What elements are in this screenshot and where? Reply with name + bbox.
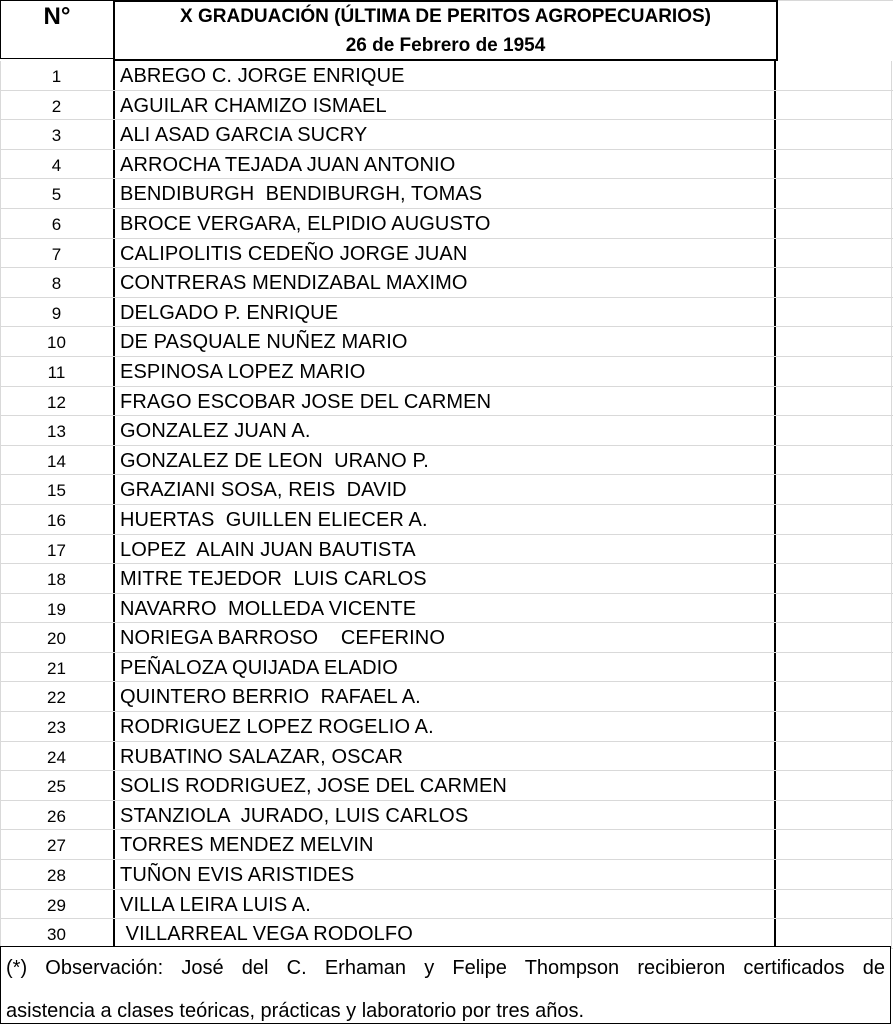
note-line-2: asistencia a clases teóricas, prácticas y laboratorio por tres años. xyxy=(6,1000,585,1022)
row-number: 26 xyxy=(47,806,66,826)
row-number: 19 xyxy=(47,599,66,619)
table-row xyxy=(0,120,893,150)
observation-note xyxy=(0,946,891,1024)
graduate-name: RODRIGUEZ LOPEZ ROGELIO A. xyxy=(113,712,776,742)
table-row xyxy=(0,771,893,801)
table-row xyxy=(0,239,893,269)
title-header xyxy=(113,0,778,61)
graduate-name: NAVARRO MOLLEDA VICENTE xyxy=(113,594,776,624)
table-row xyxy=(0,387,893,417)
row-number: 30 xyxy=(47,925,66,945)
table-row xyxy=(0,653,893,683)
graduate-name: LOPEZ ALAIN JUAN BAUTISTA xyxy=(113,535,776,565)
gridline xyxy=(891,564,892,594)
graduate-name: GONZALEZ JUAN A. xyxy=(113,416,776,446)
graduate-name: QUINTERO BERRIO RAFAEL A. xyxy=(113,682,776,712)
row-number: 27 xyxy=(47,836,66,856)
gridline xyxy=(891,505,892,535)
graduate-name: VILLA LEIRA LUIS A. xyxy=(113,890,776,920)
gridline xyxy=(891,327,892,357)
row-number: 8 xyxy=(51,274,62,294)
note-line-1: (*) Observación: José del C. Erhaman y Felipe Thompson recibieron certificados de xyxy=(6,957,885,979)
table-row xyxy=(0,594,893,624)
table-row xyxy=(0,327,893,357)
graduate-name: VILLARREAL VEGA RODOLFO xyxy=(113,919,776,949)
table-row xyxy=(0,357,893,387)
table-row xyxy=(0,712,893,742)
row-number: 23 xyxy=(47,718,66,738)
row-number: 13 xyxy=(47,422,66,442)
gridline xyxy=(891,61,892,91)
table-row xyxy=(0,298,893,328)
gridline xyxy=(891,150,892,180)
gridline xyxy=(891,890,892,920)
gridline xyxy=(891,91,892,121)
table-row xyxy=(0,475,893,505)
gridline xyxy=(891,860,892,890)
gridline xyxy=(891,475,892,505)
graduate-name: HUERTAS GUILLEN ELIECER A. xyxy=(113,505,776,535)
row-number: 7 xyxy=(51,244,62,264)
graduate-name: RUBATINO SALAZAR, OSCAR xyxy=(113,742,776,772)
table-row xyxy=(0,416,893,446)
table-row xyxy=(0,505,893,535)
gridline xyxy=(891,357,892,387)
graduate-name: BROCE VERGARA, ELPIDIO AUGUSTO xyxy=(113,209,776,239)
row-number: 25 xyxy=(47,777,66,797)
graduate-name: FRAGO ESCOBAR JOSE DEL CARMEN xyxy=(113,387,776,417)
table-row xyxy=(0,801,893,831)
title-line: X GRADUACIÓN (ÚLTIMA DE PERITOS AGROPECUARIOS) xyxy=(180,6,711,27)
row-number: 29 xyxy=(47,895,66,915)
gridline xyxy=(891,653,892,683)
graduates-list xyxy=(0,61,893,949)
graduate-name: STANZIOLA JURADO, LUIS CARLOS xyxy=(113,801,776,831)
graduate-name: SOLIS RODRIGUEZ, JOSE DEL CARMEN xyxy=(113,771,776,801)
graduate-name: ABREGO C. JORGE ENRIQUE xyxy=(113,61,776,91)
row-number: 6 xyxy=(51,214,62,234)
row-number: 15 xyxy=(47,481,66,501)
table-row xyxy=(0,61,893,91)
graduate-name: BENDIBURGH BENDIBURGH, TOMAS xyxy=(113,179,776,209)
gridline xyxy=(891,268,892,298)
gridline xyxy=(891,387,892,417)
graduate-name: MITRE TEJEDOR LUIS CARLOS xyxy=(113,564,776,594)
gridline xyxy=(891,682,892,712)
graduate-name: ALI ASAD GARCIA SUCRY xyxy=(113,120,776,150)
graduate-name: TUÑON EVIS ARISTIDES xyxy=(113,860,776,890)
row-number: 17 xyxy=(47,540,66,560)
gridline xyxy=(891,919,892,949)
row-number: 4 xyxy=(51,155,62,175)
row-number: 14 xyxy=(47,451,66,471)
graduate-name: CALIPOLITIS CEDEÑO JORGE JUAN xyxy=(113,239,776,269)
row-number: 21 xyxy=(47,658,66,678)
graduate-name: AGUILAR CHAMIZO ISMAEL xyxy=(113,91,776,121)
graduate-name: GONZALEZ DE LEON URANO P. xyxy=(113,446,776,476)
table-row xyxy=(0,268,893,298)
gridline xyxy=(891,771,892,801)
table-row xyxy=(0,623,893,653)
gridline xyxy=(891,179,892,209)
gridline xyxy=(891,742,892,772)
graduate-name: DELGADO P. ENRIQUE xyxy=(113,298,776,328)
graduate-name: ESPINOSA LOPEZ MARIO xyxy=(113,357,776,387)
table-row xyxy=(0,682,893,712)
graduate-name: PEÑALOZA QUIJADA ELADIO xyxy=(113,653,776,683)
gridline xyxy=(891,535,892,565)
table-row xyxy=(0,150,893,180)
row-number: 2 xyxy=(51,96,62,116)
table-row xyxy=(0,535,893,565)
table-row xyxy=(0,446,893,476)
table-row xyxy=(0,564,893,594)
date-line: 26 de Febrero de 1954 xyxy=(345,35,546,56)
gridline xyxy=(891,298,892,328)
row-number: 22 xyxy=(47,688,66,708)
table-row xyxy=(0,919,893,949)
graduate-name: GRAZIANI SOSA, REIS DAVID xyxy=(113,475,776,505)
header-row xyxy=(0,0,778,61)
gridline xyxy=(891,801,892,831)
gridline xyxy=(891,623,892,653)
number-column-header: N° xyxy=(0,0,113,59)
row-number: 9 xyxy=(51,303,62,323)
row-number: 24 xyxy=(47,747,66,767)
gridline xyxy=(891,239,892,269)
row-number: 20 xyxy=(47,629,66,649)
gridline xyxy=(891,446,892,476)
row-number: 5 xyxy=(51,185,62,205)
table-row xyxy=(0,91,893,121)
row-number: 12 xyxy=(47,392,66,412)
row-number: 1 xyxy=(51,67,62,86)
graduate-name: NORIEGA BARROSO CEFERINO xyxy=(113,623,776,653)
table-row xyxy=(0,209,893,239)
row-number: 16 xyxy=(47,510,66,530)
row-number: 18 xyxy=(47,570,66,590)
graduate-name: ARROCHA TEJADA JUAN ANTONIO xyxy=(113,150,776,180)
gridline xyxy=(891,594,892,624)
graduate-name: DE PASQUALE NUÑEZ MARIO xyxy=(113,327,776,357)
table-row xyxy=(0,830,893,860)
table-row xyxy=(0,890,893,920)
graduate-name: CONTRERAS MENDIZABAL MAXIMO xyxy=(113,268,776,298)
gridline xyxy=(891,209,892,239)
table-row xyxy=(0,742,893,772)
gridline xyxy=(891,120,892,150)
graduate-name: TORRES MENDEZ MELVIN xyxy=(113,830,776,860)
gridline xyxy=(891,416,892,446)
row-number: 10 xyxy=(47,333,66,353)
row-number: 11 xyxy=(47,362,66,382)
gridline xyxy=(891,712,892,742)
row-number: 28 xyxy=(47,866,66,886)
gridline xyxy=(891,830,892,860)
table-row xyxy=(0,860,893,890)
row-number: 3 xyxy=(51,126,62,146)
table-row xyxy=(0,179,893,209)
